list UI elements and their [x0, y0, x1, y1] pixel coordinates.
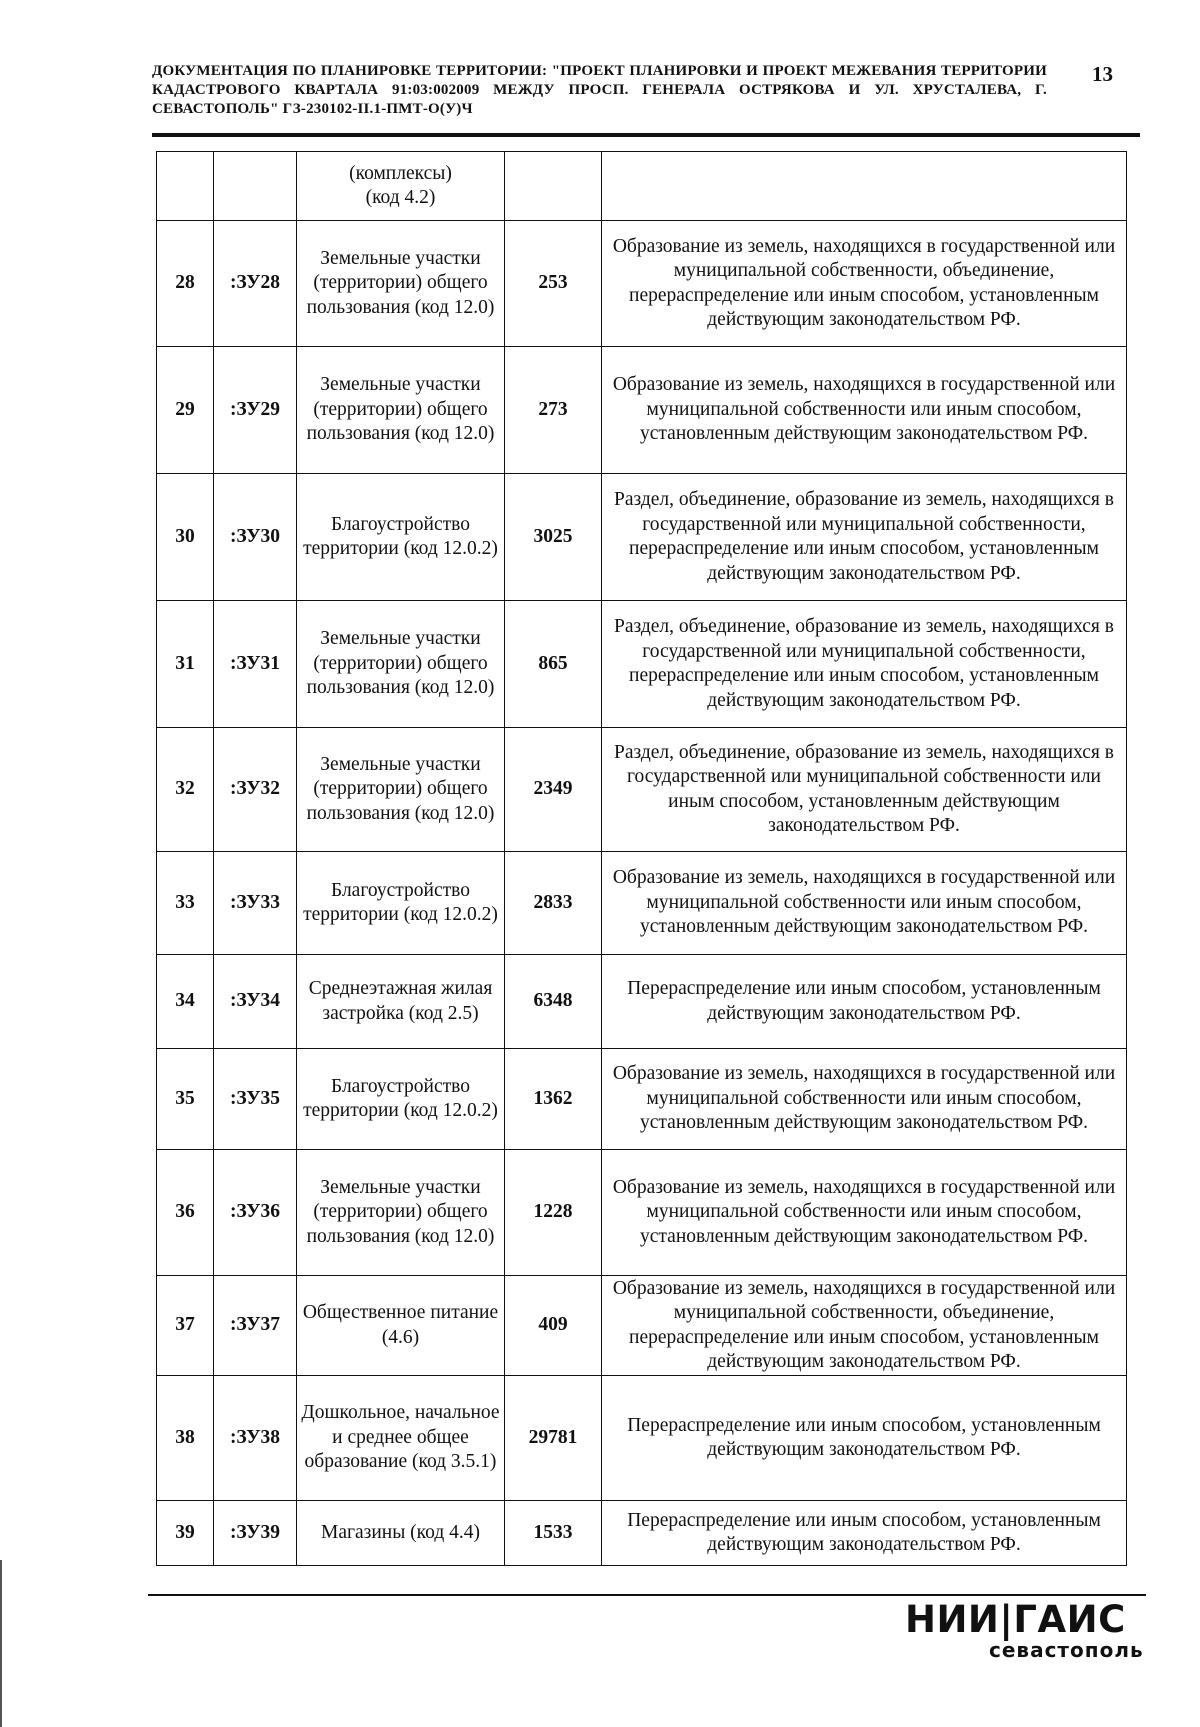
land-use-cell: Благоустройство территории (код 12.0.2) [297, 1049, 505, 1150]
land-use-cell: Общественное питание (4.6) [297, 1276, 505, 1376]
area-cell: 1533 [505, 1501, 602, 1566]
plot-code-cell: :ЗУ28 [214, 221, 297, 347]
land-use-cell: Среднеэтажная жилая застройка (код 2.5) [297, 955, 505, 1049]
area-cell: 1228 [505, 1150, 602, 1276]
plot-code-cell: :ЗУ39 [214, 1501, 297, 1566]
land-use-cell: Магазины (код 4.4) [297, 1501, 505, 1566]
niigais-logo [905, 1598, 1150, 1670]
table-row [157, 1376, 1127, 1501]
row-number-cell: 39 [157, 1501, 214, 1566]
formation-method-cell: Образование из земель, находящихся в государственной или муниципальной собственности или иным способом, установленным действующим законодательством РФ. [602, 852, 1127, 955]
area-cell: 865 [505, 601, 602, 728]
table-row [157, 474, 1127, 601]
plot-code-cell: :ЗУ33 [214, 852, 297, 955]
formation-method-cell: Раздел, объединение, образование из земель, находящихся в государственной или муниципальной собственности, перераспределение или иным способом, установленным действующим законодательством РФ. [602, 474, 1127, 601]
area-cell: 3025 [505, 474, 602, 601]
plot-code-cell: :ЗУ29 [214, 347, 297, 474]
land-use-cell: Земельные участки (территории) общего пользования (код 12.0) [297, 728, 505, 852]
formation-method-cell: Образование из земель, находящихся в государственной или муниципальной собственности, объединение, перераспределение или иным способом, установленным действующим законодательством РФ. [602, 1276, 1127, 1376]
logo-main-text: НИИ|ГАИС [905, 1598, 1126, 1641]
row-number-cell: 32 [157, 728, 214, 852]
formation-method-cell: Образование из земель, находящихся в государственной или муниципальной собственности или иным способом, установленным действующим законодательством РФ. [602, 347, 1127, 474]
area-cell: 2349 [505, 728, 602, 852]
area-cell [505, 152, 602, 221]
table-row [157, 152, 1127, 221]
land-use-cell: Земельные участки (территории) общего пользования (код 12.0) [297, 221, 505, 347]
logo-sub-text: севастополь [989, 1638, 1144, 1662]
plot-code-cell: :ЗУ35 [214, 1049, 297, 1150]
plot-code-cell: :ЗУ31 [214, 601, 297, 728]
plot-code-cell: :ЗУ37 [214, 1276, 297, 1376]
area-cell: 253 [505, 221, 602, 347]
plot-code-cell: :ЗУ34 [214, 955, 297, 1049]
formation-method-cell: Перераспределение или иным способом, установленным действующим законодательством РФ. [602, 955, 1127, 1049]
formation-method-cell: Перераспределение или иным способом, установленным действующим законодательством РФ. [602, 1376, 1127, 1501]
row-number-cell [157, 152, 214, 221]
area-cell: 1362 [505, 1049, 602, 1150]
formation-method-cell [602, 152, 1127, 221]
row-number-cell: 31 [157, 601, 214, 728]
land-use-cell: Благоустройство территории (код 12.0.2) [297, 474, 505, 601]
land-use-cell: Дошкольное, начальное и среднее общее образование (код 3.5.1) [297, 1376, 505, 1501]
land-use-cell: Земельные участки (территории) общего пользования (код 12.0) [297, 1150, 505, 1276]
area-cell: 6348 [505, 955, 602, 1049]
table-row [157, 347, 1127, 474]
area-cell: 2833 [505, 852, 602, 955]
footer-rule [148, 1594, 1146, 1596]
table-row [157, 1049, 1127, 1150]
plot-code-cell: :ЗУ32 [214, 728, 297, 852]
formation-method-cell: Образование из земель, находящихся в государственной или муниципальной собственности или иным способом, установленным действующим законодательством РФ. [602, 1150, 1127, 1276]
row-number-cell: 36 [157, 1150, 214, 1276]
formation-method-cell: Образование из земель, находящихся в государственной или муниципальной собственности или иным способом, установленным действующим законодательством РФ. [602, 1049, 1127, 1150]
row-number-cell: 35 [157, 1049, 214, 1150]
row-number-cell: 28 [157, 221, 214, 347]
table-row [157, 852, 1127, 955]
row-number-cell: 34 [157, 955, 214, 1049]
formation-method-cell: Образование из земель, находящихся в государственной или муниципальной собственности, объединение, перераспределение или иным способом, установленным действующим законодательством РФ. [602, 221, 1127, 347]
table-row [157, 955, 1127, 1049]
table-row [157, 1501, 1127, 1566]
table-row [157, 221, 1127, 347]
plot-code-cell [214, 152, 297, 221]
formation-method-cell: Раздел, объединение, образование из земель, находящихся в государственной или муниципальной собственности или иным способом, установленным действующим законодательством РФ. [602, 728, 1127, 852]
land-use-cell: Земельные участки (территории) общего пользования (код 12.0) [297, 347, 505, 474]
plot-code-cell: :ЗУ36 [214, 1150, 297, 1276]
header-rule [152, 133, 1140, 137]
table-row [157, 1276, 1127, 1376]
row-number-cell: 33 [157, 852, 214, 955]
area-cell: 29781 [505, 1376, 602, 1501]
table-row [157, 728, 1127, 852]
area-cell: 409 [505, 1276, 602, 1376]
plot-code-cell: :ЗУ38 [214, 1376, 297, 1501]
plot-code-cell: :ЗУ30 [214, 474, 297, 601]
formation-method-cell: Раздел, объединение, образование из земель, находящихся в государственной или муниципальной собственности, перераспределение или иным способом, установленным действующим законодательством РФ. [602, 601, 1127, 728]
land-use-cell: Земельные участки (территории) общего пользования (код 12.0) [297, 601, 505, 728]
page-number: 13 [1092, 62, 1113, 86]
land-plots-table [156, 151, 1127, 1566]
row-number-cell: 29 [157, 347, 214, 474]
land-use-cell: (комплексы) (код 4.2) [297, 152, 505, 221]
area-cell: 273 [505, 347, 602, 474]
row-number-cell: 30 [157, 474, 214, 601]
formation-method-cell: Перераспределение или иным способом, установленным действующим законодательством РФ. [602, 1501, 1127, 1566]
table-row [157, 1150, 1127, 1276]
row-number-cell: 38 [157, 1376, 214, 1501]
scan-edge-mark [0, 1560, 2, 1727]
document-header: ДОКУМЕНТАЦИЯ ПО ПЛАНИРОВКЕ ТЕРРИТОРИИ: "ПРОЕКТ ПЛАНИРОВКИ И ПРОЕКТ МЕЖЕВАНИЯ ТЕРРИТОРИИ КАДАСТРОВОГО КВАРТАЛА 91:03:002009 МЕЖДУ ПРОСП. ГЕНЕРАЛА ОСТРЯКОВА И УЛ. ХРУСТАЛЕВА, Г. СЕВАСТОПОЛЬ" ГЗ-230102-II.1-ПМТ-О(У)Ч [152, 63, 1047, 117]
land-use-cell: Благоустройство территории (код 12.0.2) [297, 852, 505, 955]
row-number-cell: 37 [157, 1276, 214, 1376]
table-row [157, 601, 1127, 728]
